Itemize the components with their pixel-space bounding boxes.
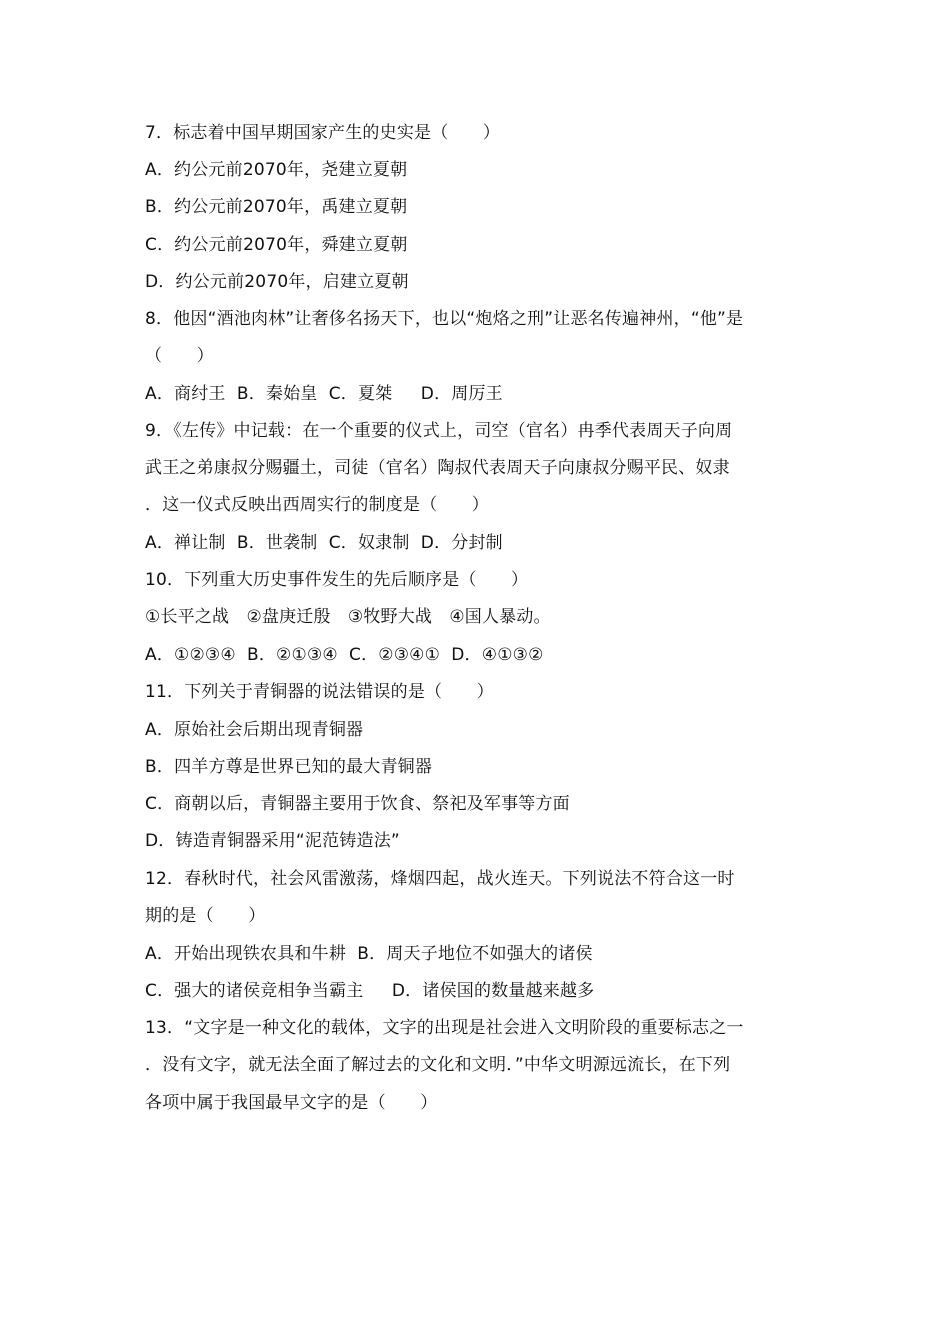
question-13-stem: 13．“文字是一种文化的载体，文字的出现是社会进入文明阶段的重要标志之一	[145, 1018, 744, 1038]
question-11-option-a: A．原始社会后期出现青铜器	[145, 720, 364, 740]
question-8-options: A．商纣王 B．秦始皇 C．夏桀 D．周厉王	[145, 384, 503, 404]
question-9-stem-cont-1: 武王之弟康叔分赐疆土，司徒（官名）陶叔代表周天子向康叔分赐平民、奴隶	[145, 458, 730, 478]
question-13-stem-cont-1: ．没有文字，就无法全面了解过去的文化和文明．”中华文明源远流长，在下列	[145, 1055, 731, 1075]
question-10-options: A．①②③④ B．②①③④ C．②③④① D．④①③②	[145, 645, 544, 665]
question-11-option-d: D．铸造青铜器采用“泥范铸造法”	[145, 831, 400, 851]
question-7-option-d: D．约公元前2070年，启建立夏朝	[145, 272, 409, 292]
question-7-option-b: B．约公元前2070年，禹建立夏朝	[145, 197, 408, 217]
question-8-stem-cont: （ ）	[145, 346, 214, 366]
question-12-options-ab: A．开始出现铁农具和牛耕 B．周天子地位不如强大的诸侯	[145, 944, 593, 964]
question-7-option-a: A．约公元前2070年，尧建立夏朝	[145, 160, 408, 180]
question-13-stem-cont-2: 各项中属于我国最早文字的是（ ）	[145, 1093, 438, 1113]
question-10-stem: 10．下列重大历史事件发生的先后顺序是（ ）	[145, 570, 529, 590]
question-8-stem: 8．他因“酒池肉林”让奢侈名扬天下，也以“炮烙之刑”让恶名传遍神州，“他”是	[145, 309, 744, 329]
question-11-stem: 11．下列关于青铜器的说法错误的是（ ）	[145, 682, 494, 702]
question-9-options: A．禅让制 B．世袭制 C．奴隶制 D．分封制	[145, 533, 503, 553]
question-12-options-cd: C．强大的诸侯竞相争当霸主 D．诸侯国的数量越来越多	[145, 981, 595, 1001]
question-7-stem: 7．标志着中国早期国家产生的史实是（ ）	[145, 123, 501, 143]
question-12-stem: 12．春秋时代，社会风雷激荡，烽烟四起，战火连天。下列说法不符合这一时	[145, 869, 735, 889]
question-9-stem-cont-2: ．这一仪式反映出西周实行的制度是（ ）	[145, 495, 489, 515]
question-11-option-b: B．四羊方尊是世界已知的最大青铜器	[145, 757, 433, 777]
question-7-option-c: C．约公元前2070年，舜建立夏朝	[145, 235, 408, 255]
question-9-stem: 9．《左传》中记载：在一个重要的仪式上，司空（官名）冉季代表周天子向周	[145, 421, 733, 441]
question-11-option-c: C．商朝以后，青铜器主要用于饮食、祭祀及军事等方面	[145, 794, 570, 814]
question-10-events: ①长平之战 ②盘庚迁殷 ③牧野大战 ④国人暴动。	[145, 607, 551, 627]
question-12-stem-cont: 期的是（ ）	[145, 906, 266, 926]
